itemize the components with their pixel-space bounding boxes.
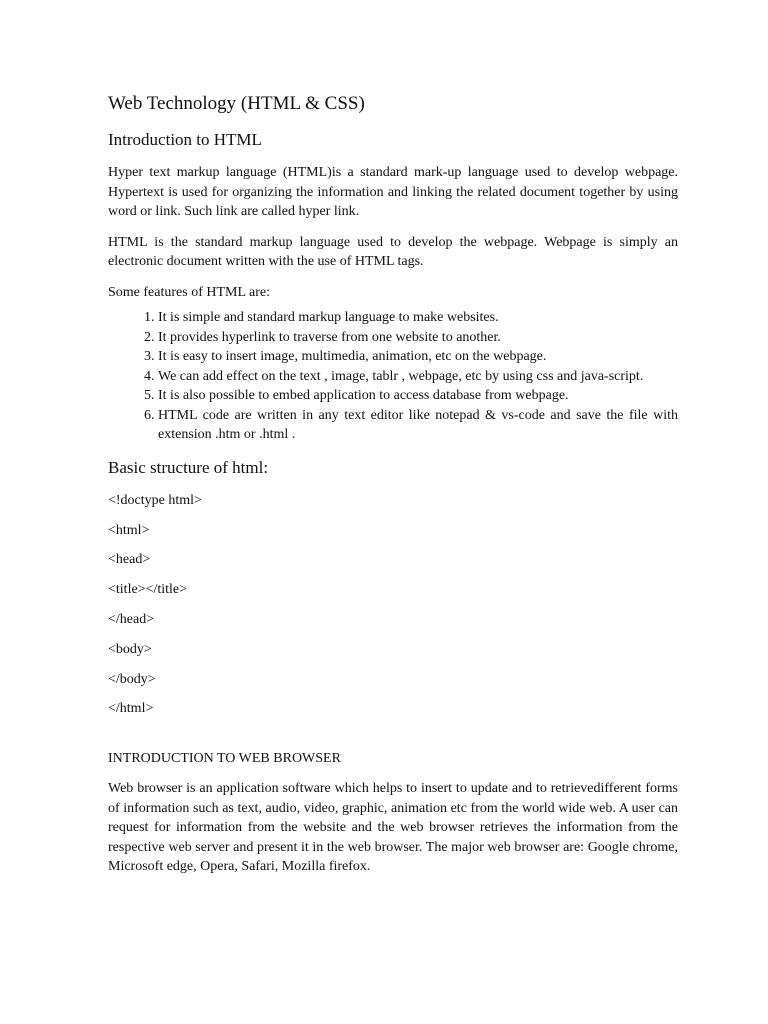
browser-heading: INTRODUCTION TO WEB BROWSER	[108, 750, 341, 766]
code-line: </html>	[108, 701, 154, 717]
intro-heading: Introduction to HTML	[108, 129, 262, 149]
list-item: 3. It is easy to insert image, multimedia, animation, etc on the webpage.	[158, 347, 678, 367]
structure-code-block	[108, 491, 678, 719]
intro-paragraph-2: HTML is the standard markup language used to develop the webpage. Webpage is simply an electronic document written with the use of HTML tags.	[108, 234, 678, 269]
code-line: <body>	[108, 641, 152, 657]
browser-paragraph: Web browser is an application software which helps to insert to update and to retrievedifferent forms of information such as text, audio, video, graphic, animation etc from the world wide web. A user can request for information from the website and the web browser retrieves the information from the respective web server and present it in the web browser. The major web browser are: Google chrome, Microsoft edge, Opera, Safari, Mozilla firefox.	[108, 781, 678, 875]
code-line: <title></title>	[108, 582, 188, 598]
code-line: <html>	[108, 522, 150, 538]
list-item: 5. It is also possible to embed application to access database from webpage.	[158, 386, 678, 406]
list-item: 6. HTML code are written in any text editor like notepad & vs-code and save the file with extension .htm or .html .	[158, 406, 678, 445]
features-intro: Some features of HTML are:	[108, 284, 270, 300]
code-line: </head>	[108, 611, 155, 627]
structure-heading: Basic structure of html:	[108, 457, 269, 477]
list-item: 2. It provides hyperlink to traverse from one website to another.	[158, 328, 678, 348]
document-title: Web Technology (HTML & CSS)	[108, 93, 365, 114]
intro-paragraph-1: Hyper text markup language (HTML)is a standard mark-up language used to develop webpage. Hypertext is used for organizing the information and linking the related document together by using word or link. Such link are called hyper link.	[108, 165, 678, 219]
list-item: 1. It is simple and standard markup language to make websites.	[158, 308, 678, 328]
code-line: <!doctype html>	[108, 492, 202, 508]
features-list	[108, 308, 678, 445]
document-content	[108, 92, 678, 888]
code-line: </body>	[108, 671, 156, 687]
code-line: <head>	[108, 552, 151, 568]
list-item: 4. We can add effect on the text , image, tablr , webpage, etc by using css and java-script.	[158, 367, 678, 387]
